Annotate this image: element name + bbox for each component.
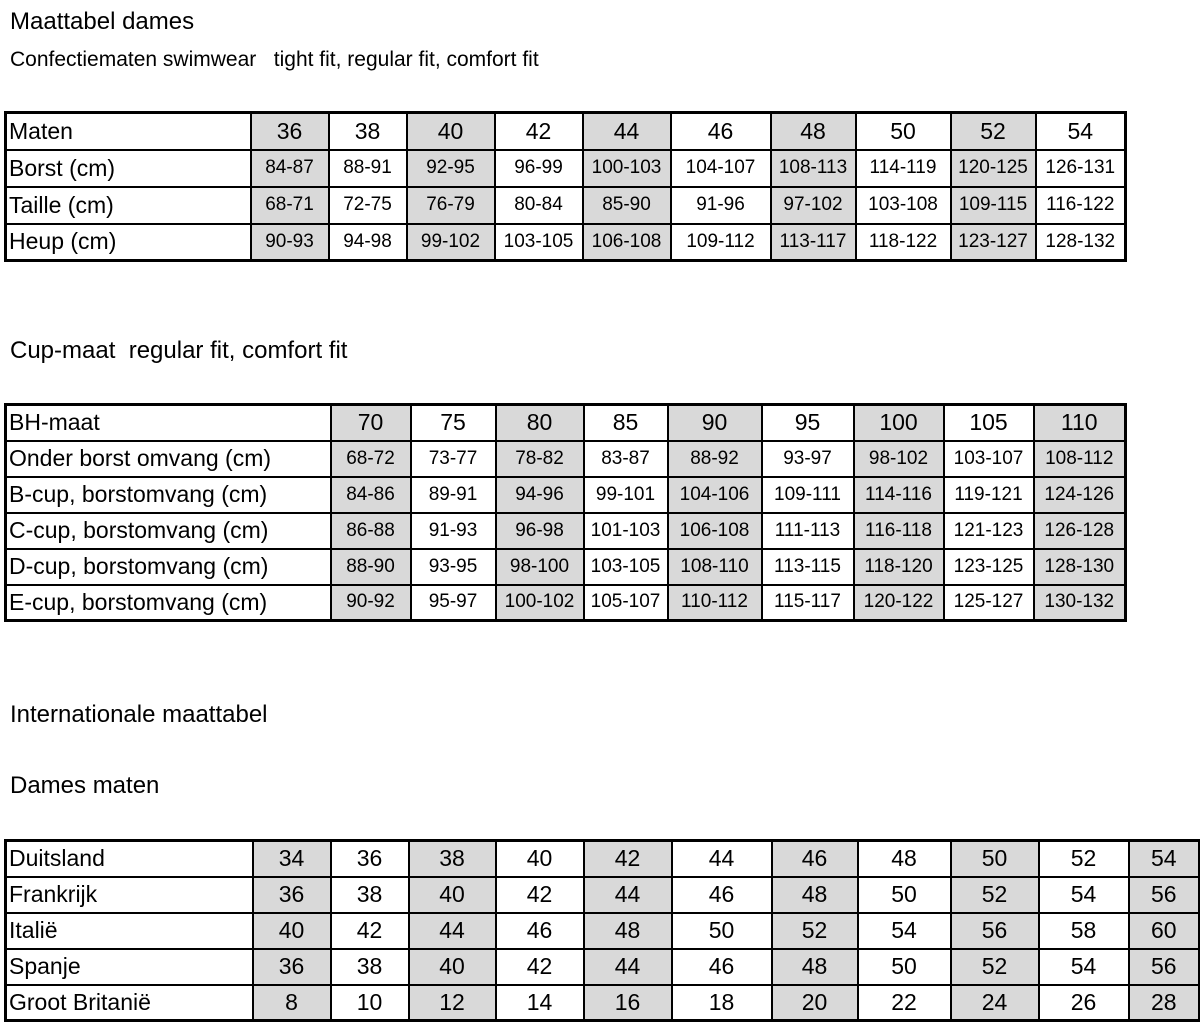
size-header-cell: 110 [1034, 405, 1126, 441]
size-value-cell: 54 [1039, 877, 1129, 913]
table-row [6, 224, 1126, 261]
size-value-cell: 94-96 [496, 477, 584, 513]
row-label: Taille (cm) [6, 187, 251, 224]
table-header-row [6, 113, 1126, 150]
size-value-cell: 42 [331, 913, 409, 949]
size-value-cell: 104-107 [671, 150, 771, 187]
size-value-cell: 111-113 [762, 513, 854, 549]
size-value-cell: 123-127 [951, 224, 1036, 261]
size-value-cell: 36 [253, 877, 331, 913]
size-value-cell: 125-127 [944, 585, 1034, 621]
size-header-cell: 95 [762, 405, 854, 441]
size-value-cell: 44 [584, 949, 672, 985]
row-label: Frankrijk [6, 877, 253, 913]
size-value-cell: 88-92 [668, 441, 762, 477]
size-value-cell: 109-115 [951, 187, 1036, 224]
size-value-cell: 22 [858, 985, 951, 1021]
size-value-cell: 76-79 [407, 187, 495, 224]
size-value-cell: 42 [496, 949, 584, 985]
size-value-cell: 46 [672, 877, 772, 913]
size-value-cell: 115-117 [762, 585, 854, 621]
page-title: Maattabel dames [10, 8, 195, 35]
size-value-cell: 120-122 [854, 585, 944, 621]
table-row [6, 441, 1126, 477]
size-value-cell: 68-72 [331, 441, 411, 477]
size-value-cell: 88-90 [331, 549, 411, 585]
size-header-cell: 46 [671, 113, 771, 150]
size-value-cell: 96-99 [495, 150, 583, 187]
size-value-cell: 46 [496, 913, 584, 949]
size-value-cell: 118-122 [856, 224, 951, 261]
size-value-cell: 50 [672, 913, 772, 949]
size-value-cell: 12 [409, 985, 496, 1021]
size-header-cell: 36 [251, 113, 329, 150]
size-value-cell: 110-112 [668, 585, 762, 621]
size-header-cell: 100 [854, 405, 944, 441]
size-value-cell: 118-120 [854, 549, 944, 585]
size-value-cell: 84-87 [251, 150, 329, 187]
size-value-cell: 78-82 [496, 441, 584, 477]
size-value-cell: 52 [951, 877, 1039, 913]
size-value-cell: 103-108 [856, 187, 951, 224]
size-value-cell: 68-71 [251, 187, 329, 224]
size-value-cell: 121-123 [944, 513, 1034, 549]
row-label: E-cup, borstomvang (cm) [6, 585, 331, 621]
size-value-cell: 54 [1129, 841, 1200, 877]
size-value-cell: 20 [772, 985, 858, 1021]
size-value-cell: 72-75 [329, 187, 407, 224]
size-value-cell: 52 [772, 913, 858, 949]
size-value-cell: 100-103 [583, 150, 671, 187]
size-value-cell: 116-122 [1036, 187, 1126, 224]
size-value-cell: 83-87 [584, 441, 668, 477]
cup-size-title: Cup-maat regular fit, comfort fit [10, 337, 348, 364]
international-title: Internationale maattabel [10, 701, 268, 728]
size-value-cell: 98-100 [496, 549, 584, 585]
row-label: Groot Britanië [6, 985, 253, 1021]
dames-maten-title: Dames maten [10, 772, 160, 799]
row-label: Duitsland [6, 841, 253, 877]
size-value-cell: 52 [951, 949, 1039, 985]
size-value-cell: 54 [858, 913, 951, 949]
table-row [6, 949, 1200, 985]
size-value-cell: 120-125 [951, 150, 1036, 187]
size-value-cell: 84-86 [331, 477, 411, 513]
size-value-cell: 40 [253, 913, 331, 949]
size-value-cell: 40 [409, 877, 496, 913]
size-value-cell: 108-110 [668, 549, 762, 585]
cup-size-table [4, 403, 1127, 622]
size-value-cell: 34 [253, 841, 331, 877]
table-row [6, 913, 1200, 949]
size-value-cell: 123-125 [944, 549, 1034, 585]
size-value-cell: 44 [672, 841, 772, 877]
size-value-cell: 93-97 [762, 441, 854, 477]
size-value-cell: 96-98 [496, 513, 584, 549]
row-label: B-cup, borstomvang (cm) [6, 477, 331, 513]
size-value-cell: 18 [672, 985, 772, 1021]
row-label: C-cup, borstomvang (cm) [6, 513, 331, 549]
size-header-cell: 38 [329, 113, 407, 150]
size-value-cell: 90-92 [331, 585, 411, 621]
table-row [6, 187, 1126, 224]
row-label: Maten [6, 113, 251, 150]
size-value-cell: 106-108 [668, 513, 762, 549]
size-value-cell: 104-106 [668, 477, 762, 513]
size-value-cell: 91-93 [411, 513, 496, 549]
size-value-cell: 46 [772, 841, 858, 877]
size-header-cell: 44 [583, 113, 671, 150]
table-header-row [6, 405, 1126, 441]
size-value-cell: 93-95 [411, 549, 496, 585]
size-header-cell: 85 [584, 405, 668, 441]
size-value-cell: 48 [584, 913, 672, 949]
size-value-cell: 52 [1039, 841, 1129, 877]
size-value-cell: 103-105 [584, 549, 668, 585]
size-value-cell: 126-128 [1034, 513, 1126, 549]
size-value-cell: 88-91 [329, 150, 407, 187]
row-label: Spanje [6, 949, 253, 985]
size-value-cell: 38 [331, 949, 409, 985]
table-row [6, 477, 1126, 513]
size-header-cell: 75 [411, 405, 496, 441]
size-value-cell: 38 [331, 877, 409, 913]
row-label: Heup (cm) [6, 224, 251, 261]
size-value-cell: 80-84 [495, 187, 583, 224]
size-header-cell: 50 [856, 113, 951, 150]
row-label: Borst (cm) [6, 150, 251, 187]
size-value-cell: 16 [584, 985, 672, 1021]
size-value-cell: 119-121 [944, 477, 1034, 513]
size-value-cell: 85-90 [583, 187, 671, 224]
size-value-cell: 109-112 [671, 224, 771, 261]
page-subtitle: Confectiematen swimwear tight fit, regular fit, comfort fit [10, 48, 539, 71]
size-value-cell: 26 [1039, 985, 1129, 1021]
size-value-cell: 24 [951, 985, 1039, 1021]
table-row [6, 513, 1126, 549]
table-row [6, 841, 1200, 877]
table-row [6, 585, 1126, 621]
size-value-cell: 108-112 [1034, 441, 1126, 477]
size-header-cell: 40 [407, 113, 495, 150]
size-value-cell: 128-132 [1036, 224, 1126, 261]
size-value-cell: 101-103 [584, 513, 668, 549]
table-row [6, 985, 1200, 1021]
size-value-cell: 128-130 [1034, 549, 1126, 585]
confectie-size-table [4, 111, 1127, 262]
size-value-cell: 14 [496, 985, 584, 1021]
row-label: BH-maat [6, 405, 331, 441]
size-header-cell: 42 [495, 113, 583, 150]
size-header-cell: 90 [668, 405, 762, 441]
table-row [6, 877, 1200, 913]
size-value-cell: 116-118 [854, 513, 944, 549]
size-value-cell: 113-117 [771, 224, 856, 261]
size-value-cell: 109-111 [762, 477, 854, 513]
size-header-cell: 70 [331, 405, 411, 441]
size-value-cell: 48 [772, 949, 858, 985]
row-label: D-cup, borstomvang (cm) [6, 549, 331, 585]
size-value-cell: 50 [951, 841, 1039, 877]
size-value-cell: 38 [409, 841, 496, 877]
size-value-cell: 103-107 [944, 441, 1034, 477]
size-value-cell: 103-105 [495, 224, 583, 261]
size-value-cell: 130-132 [1034, 585, 1126, 621]
size-value-cell: 95-97 [411, 585, 496, 621]
size-value-cell: 48 [858, 841, 951, 877]
size-value-cell: 86-88 [331, 513, 411, 549]
size-value-cell: 92-95 [407, 150, 495, 187]
row-label: Italië [6, 913, 253, 949]
size-value-cell: 40 [409, 949, 496, 985]
size-value-cell: 56 [1129, 949, 1200, 985]
size-header-cell: 48 [771, 113, 856, 150]
size-value-cell: 114-116 [854, 477, 944, 513]
size-header-cell: 54 [1036, 113, 1126, 150]
size-value-cell: 99-102 [407, 224, 495, 261]
row-label: Onder borst omvang (cm) [6, 441, 331, 477]
size-value-cell: 90-93 [251, 224, 329, 261]
table-row [6, 150, 1126, 187]
size-value-cell: 99-101 [584, 477, 668, 513]
size-value-cell: 40 [496, 841, 584, 877]
size-value-cell: 42 [584, 841, 672, 877]
size-value-cell: 48 [772, 877, 858, 913]
size-value-cell: 36 [331, 841, 409, 877]
size-value-cell: 44 [409, 913, 496, 949]
size-value-cell: 50 [858, 949, 951, 985]
size-value-cell: 106-108 [583, 224, 671, 261]
size-value-cell: 73-77 [411, 441, 496, 477]
size-value-cell: 46 [672, 949, 772, 985]
size-value-cell: 94-98 [329, 224, 407, 261]
size-value-cell: 56 [1129, 877, 1200, 913]
international-size-table [4, 839, 1200, 1022]
size-value-cell: 28 [1129, 985, 1200, 1021]
size-value-cell: 126-131 [1036, 150, 1126, 187]
size-header-cell: 52 [951, 113, 1036, 150]
size-value-cell: 56 [951, 913, 1039, 949]
size-value-cell: 89-91 [411, 477, 496, 513]
size-value-cell: 98-102 [854, 441, 944, 477]
size-value-cell: 42 [496, 877, 584, 913]
size-value-cell: 8 [253, 985, 331, 1021]
size-value-cell: 91-96 [671, 187, 771, 224]
size-value-cell: 54 [1039, 949, 1129, 985]
size-value-cell: 108-113 [771, 150, 856, 187]
size-header-cell: 80 [496, 405, 584, 441]
size-value-cell: 60 [1129, 913, 1200, 949]
size-value-cell: 113-115 [762, 549, 854, 585]
size-value-cell: 114-119 [856, 150, 951, 187]
size-value-cell: 97-102 [771, 187, 856, 224]
size-value-cell: 44 [584, 877, 672, 913]
size-value-cell: 105-107 [584, 585, 668, 621]
size-value-cell: 124-126 [1034, 477, 1126, 513]
size-value-cell: 100-102 [496, 585, 584, 621]
size-header-cell: 105 [944, 405, 1034, 441]
size-value-cell: 10 [331, 985, 409, 1021]
size-value-cell: 36 [253, 949, 331, 985]
size-value-cell: 58 [1039, 913, 1129, 949]
table-row [6, 549, 1126, 585]
size-value-cell: 50 [858, 877, 951, 913]
